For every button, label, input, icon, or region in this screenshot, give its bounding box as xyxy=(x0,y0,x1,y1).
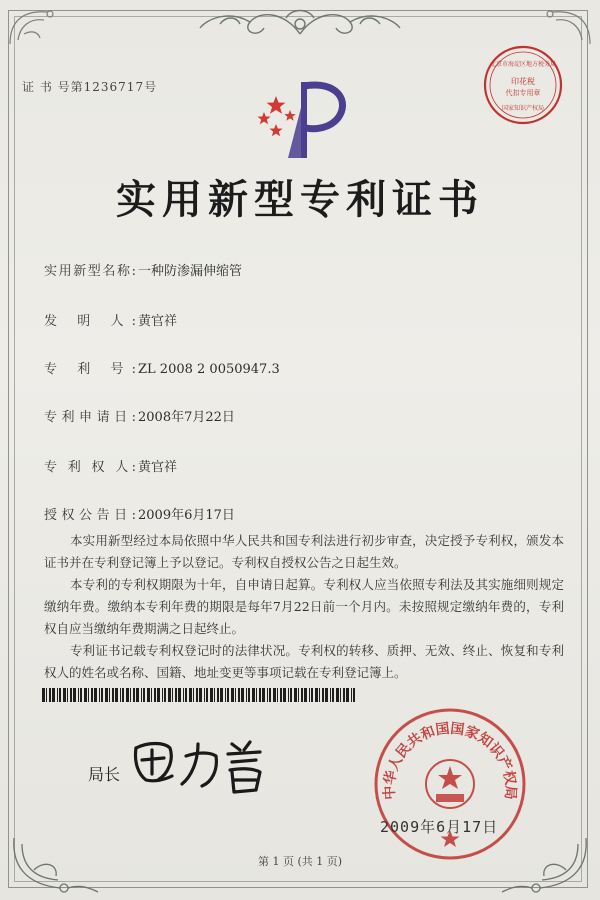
field-value: 黄官祥 xyxy=(138,460,178,475)
barcode-bar xyxy=(304,688,307,702)
barcode-bar xyxy=(346,688,349,702)
barcode-bar xyxy=(78,688,79,702)
tax-stamp-line-2: 印花税 xyxy=(511,77,535,86)
barcode-bar xyxy=(336,688,339,702)
barcode-bar xyxy=(59,688,61,702)
barcode-bar xyxy=(183,688,184,702)
barcode-bar xyxy=(120,688,121,702)
page-footer: 第 1 页 (共 1 页) xyxy=(257,855,343,868)
barcode-bar xyxy=(122,688,124,702)
field-value: 黄官祥 xyxy=(138,314,178,329)
barcode-bar xyxy=(189,688,192,702)
barcode-bar xyxy=(311,688,313,702)
barcode-bar xyxy=(248,688,250,702)
barcode-bar xyxy=(225,688,226,702)
barcode-bar xyxy=(309,688,310,702)
barcode-bar xyxy=(109,688,110,702)
field-value: 一种防渗漏伸缩管 xyxy=(138,264,243,279)
barcode-bar xyxy=(196,688,198,702)
barcode-bar xyxy=(256,688,257,702)
barcode-bar xyxy=(168,688,171,702)
barcode-bar xyxy=(91,688,93,702)
barcode-bar xyxy=(49,688,51,702)
seal-text: 中华人民共和国国家知识产权局 xyxy=(381,720,519,801)
paragraph-grant: 本实用新型经过本局依照中华人民共和国专利法进行初步审查，决定授予专利权，颁发本证书并在专利登记簿上予以登记。专利权自授权公告之日起生效。 xyxy=(44,533,564,570)
barcode-bar xyxy=(88,688,89,702)
barcode-bar xyxy=(322,688,324,702)
barcode-bar xyxy=(231,688,234,702)
barcode-bar xyxy=(143,688,145,702)
field-label: 实用新型名称: xyxy=(44,264,136,279)
barcode-bar xyxy=(147,688,150,702)
barcode-bar xyxy=(325,688,328,702)
barcode-bar xyxy=(112,688,114,702)
barcode-bar xyxy=(84,688,87,702)
barcode-bar xyxy=(210,688,213,702)
barcode-bar xyxy=(252,688,255,702)
barcode-bar xyxy=(94,688,97,702)
field-inventor xyxy=(44,310,177,329)
barcode-bar xyxy=(267,688,268,702)
barcode-bar xyxy=(330,688,331,702)
barcode-bar xyxy=(214,688,215,702)
barcode-bar xyxy=(157,688,160,702)
barcode-bar xyxy=(175,688,177,702)
barcode-bar xyxy=(283,688,286,702)
barcode-bar xyxy=(353,688,355,702)
barcode-bar xyxy=(294,688,297,702)
corner-ornament-top-left xyxy=(4,4,74,54)
barcode-bar xyxy=(227,688,229,702)
field-label: 授权公告日: xyxy=(44,508,136,523)
barcode-bar xyxy=(52,688,55,702)
field-value: 2009年6月17日 xyxy=(138,508,235,523)
barcode-bar xyxy=(315,688,318,702)
barcode-bar xyxy=(343,688,345,702)
field-utility-model-name xyxy=(44,260,242,279)
barcode-bar xyxy=(235,688,236,702)
barcode-bar xyxy=(162,688,163,702)
barcode-bar xyxy=(101,688,103,702)
barcode-bar xyxy=(319,688,320,702)
issue-date: 2009年6月17日 xyxy=(380,818,499,836)
barcode-bar xyxy=(238,688,240,702)
barcode xyxy=(42,688,358,702)
barcode-bar xyxy=(130,688,131,702)
field-label: 专 利 权 人: xyxy=(44,460,136,475)
barcode-bar xyxy=(141,688,142,702)
barcode-bar xyxy=(340,688,341,702)
field-value: ZL 2008 2 0050947.3 xyxy=(138,362,280,377)
barcode-bar xyxy=(280,688,282,702)
official-seal xyxy=(372,706,528,862)
certificate-title: 实用新型专利证书 xyxy=(116,176,484,223)
barcode-bar xyxy=(126,688,129,702)
barcode-bar xyxy=(199,688,202,702)
barcode-bar xyxy=(193,688,194,702)
field-value: 2008年7月22日 xyxy=(138,410,235,425)
barcode-bar xyxy=(277,688,278,702)
barcode-bar xyxy=(273,688,276,702)
barcode-bar xyxy=(164,688,166,702)
barcode-bar xyxy=(262,688,265,702)
barcode-bar xyxy=(136,688,139,702)
paragraph-term: 本专利的专利权期限为十年，自申请日起算。专利权人应当依照专利法及其实施细则规定缴纳年费。缴纳本专利年费的期限是每年7月22日前一个月内。未按照规定缴纳年费的，专利权自应当缴纳年费期满之日起终止。 xyxy=(44,577,564,636)
barcode-bar xyxy=(269,688,271,702)
barcode-bar xyxy=(73,688,76,702)
field-label: 专 利 号: xyxy=(44,362,136,377)
director-label: 局长 xyxy=(88,765,121,784)
field-label: 专利申请日: xyxy=(44,410,136,425)
field-application-date xyxy=(44,406,235,425)
barcode-bar xyxy=(301,688,303,702)
tax-stamp xyxy=(482,44,564,126)
barcode-bar xyxy=(217,688,219,702)
barcode-bar xyxy=(351,688,352,702)
barcode-bar xyxy=(115,688,118,702)
barcode-bar xyxy=(99,688,100,702)
barcode-bar xyxy=(185,688,187,702)
barcode-bar xyxy=(298,688,299,702)
field-label: 发 明 人: xyxy=(44,314,136,329)
barcode-bar xyxy=(70,688,72,702)
barcode-bar xyxy=(220,688,223,702)
barcode-bar xyxy=(151,688,152,702)
barcode-bar xyxy=(42,688,45,702)
tax-stamp-line-3: 代扣专用章 xyxy=(505,89,541,97)
field-patentee xyxy=(44,456,177,475)
tax-stamp-line-4: 国家知识产权局 xyxy=(501,105,545,112)
barcode-bar xyxy=(246,688,247,702)
barcode-bar xyxy=(172,688,173,702)
patent-office-logo xyxy=(246,76,356,166)
tax-stamp-line-1: 北京市海淀区地方税务局 xyxy=(489,61,557,68)
director-signature xyxy=(128,730,278,800)
barcode-bar xyxy=(57,688,58,702)
barcode-bar xyxy=(259,688,261,702)
barcode-bar xyxy=(67,688,68,702)
barcode-bar xyxy=(290,688,292,702)
barcode-bar xyxy=(241,688,244,702)
barcode-bar xyxy=(206,688,208,702)
barcode-bar xyxy=(105,688,108,702)
barcode-bar xyxy=(46,688,47,702)
barcode-bar xyxy=(80,688,82,702)
barcode-bar xyxy=(332,688,334,702)
barcode-bar xyxy=(154,688,156,702)
top-ornament xyxy=(190,4,410,44)
certificate-number: 证 书 号第1236717号 xyxy=(22,80,158,94)
barcode-bar xyxy=(63,688,66,702)
barcode-bar xyxy=(288,688,289,702)
barcode-bar xyxy=(133,688,135,702)
paragraph-legal-status: 专利证书记载专利权登记时的法律状况。专利权的转移、质押、无效、终止、恢复和专利权人的姓名或名称、国籍、地址变更等事项记载在专利登记簿上。 xyxy=(44,643,564,680)
barcode-bar xyxy=(178,688,181,702)
barcode-bar xyxy=(204,688,205,702)
field-patent-number xyxy=(44,358,280,377)
field-grant-date xyxy=(44,504,235,523)
